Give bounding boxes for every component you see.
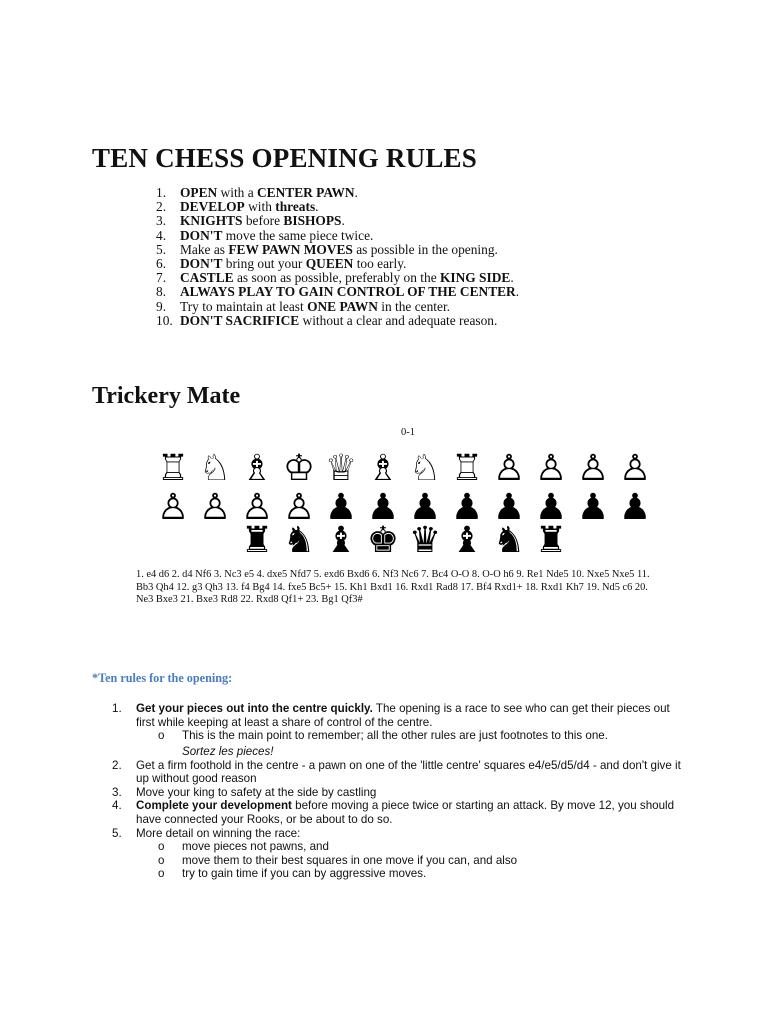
list-number: 1.: [112, 702, 122, 715]
rule-number: 8.: [156, 284, 167, 300]
white-pawn-icon: ♙: [156, 487, 190, 528]
rule-number: 1.: [156, 185, 167, 200]
rule-item: [156, 257, 519, 271]
black-pawn-icon: ♟: [324, 487, 358, 528]
rule-text: KNIGHTS before BISHOPS.: [180, 213, 345, 229]
sub-list-text: move them to their best squares in one move if you can, and also: [182, 853, 518, 867]
rule-number: 10.: [156, 312, 173, 328]
white-pawn-icon: ♙: [576, 448, 610, 489]
rule-number: 2.: [156, 199, 167, 215]
white-bishop-icon: ♗: [366, 448, 400, 489]
white-pawn-icon: ♙: [618, 448, 652, 489]
rule-number: 3.: [156, 213, 167, 229]
captured-pieces-row-3: [236, 521, 572, 561]
opening-rules-list: [112, 702, 682, 743]
chess-rules-list: [156, 186, 519, 328]
list-text: Move your king to safety at the side by castling: [136, 785, 377, 799]
rule-number: 5.: [156, 241, 167, 257]
black-bishop-icon: ♝: [324, 520, 358, 561]
white-pawn-icon: ♙: [240, 487, 274, 528]
rule-item: [156, 271, 519, 285]
black-bishop-icon: ♝: [450, 520, 484, 561]
white-king-icon: ♔: [282, 448, 316, 489]
rule-number: 7.: [156, 270, 167, 286]
rule-number: 9.: [156, 298, 167, 314]
list-number: 3.: [112, 785, 122, 799]
sub-list-text: This is the main point to remember; all the other rules are just footnotes to this one.: [182, 729, 608, 743]
rule-text: DON'T SACRIFICE without a clear and adequate reason.: [180, 312, 498, 328]
list-text: More detail on winning the race:: [136, 826, 301, 840]
bullet-icon: o: [158, 853, 165, 867]
rule-text: ALWAYS PLAY TO GAIN CONTROL OF THE CENTER.: [180, 284, 520, 300]
black-knight-icon: ♞: [282, 520, 316, 561]
list-text: Get a firm foothold in the centre - a pawn on one of the 'little centre' squares e4/e5/d5/d4 - and don't give it up without good reason: [136, 758, 681, 786]
black-pawn-icon: ♟: [366, 487, 400, 528]
list-text: Get your pieces out into the centre quickly. The opening is a race to see who can get their pieces out first while keeping at least a share of control of the centre. o This is the main point to remember; all the other rules are just footnotes to this one.: [136, 702, 682, 743]
rule-item: [156, 229, 519, 243]
white-bishop-icon: ♗: [240, 448, 274, 489]
sub-list-text: try to gain time if you can by aggressive moves.: [182, 867, 427, 881]
black-pawn-icon: ♟: [492, 487, 526, 528]
sortez-note: Sortez les pieces!: [182, 745, 274, 758]
sub-list-item: [112, 840, 682, 854]
rule-item: [156, 200, 519, 214]
white-pawn-icon: ♙: [282, 487, 316, 528]
opening-rules-list-cont: [112, 745, 682, 881]
rule-item: [156, 214, 519, 228]
black-queen-icon: ♛: [408, 520, 442, 561]
list-number: 4.: [112, 799, 122, 813]
white-rook-icon: ♖: [156, 448, 190, 489]
rule-text: Try to maintain at least ONE PAWN in the center.: [180, 298, 451, 314]
captured-pieces-row-1: [152, 449, 656, 489]
white-knight-icon: ♘: [408, 448, 442, 489]
trickery-mate-title: Trickery Mate: [92, 383, 241, 409]
rule-item: [156, 300, 519, 314]
sub-list-text: move pieces not pawns, and: [182, 840, 329, 854]
game-result: 0-1: [401, 427, 415, 438]
list-item: [112, 827, 682, 841]
opening-rules-subheading: *Ten rules for the opening:: [92, 671, 233, 685]
bullet-icon: o: [158, 840, 165, 854]
black-pawn-icon: ♟: [408, 487, 442, 528]
rule-text: OPEN with a CENTER PAWN.: [180, 185, 358, 200]
black-king-icon: ♚: [366, 520, 400, 561]
black-pawn-icon: ♟: [618, 487, 652, 528]
rule-text: DEVELOP with threats.: [180, 199, 319, 215]
rule-text: DON'T move the same piece twice.: [180, 227, 374, 243]
white-pawn-icon: ♙: [198, 487, 232, 528]
black-rook-icon: ♜: [240, 520, 274, 561]
sub-list-item: [112, 867, 682, 881]
page-title: TEN CHESS OPENING RULES: [92, 143, 477, 173]
rule-item: [156, 243, 519, 257]
sub-list-item: [112, 854, 682, 868]
game-moves: 1. e4 d6 2. d4 Nf6 3. Nc3 e5 4. dxe5 Nfd7 5. exd6 Bxd6 6. Nf3 Nc6 7. Bc4 O-O 8. O-O h6 9. Re1 Nde5 10. Nxe5 Nxe5 11. Bb3 Qh4 12. g3 Qh3 13. f4 Bg4 14. fxe5 Bc5+ 15. Kh1 Bxd1 16. Rxd1 Rad8 17. Bf4 Rxd1+ 18. Rxd1 Kh7 19. Nd5 c6 20. Ne3 Bxe3 21. Bxe3 Rd8 22. Rxd8 Qf1+ 23. Bg1 Qf3#: [136, 569, 650, 606]
rule-item: [156, 314, 519, 328]
rule-item: [156, 186, 519, 200]
list-item: [112, 786, 682, 800]
rule-number: 4.: [156, 227, 167, 243]
list-number: 5.: [112, 826, 122, 840]
black-pawn-icon: ♟: [576, 487, 610, 528]
list-number: 2.: [112, 758, 122, 772]
list-item: [112, 759, 682, 786]
sub-list: [136, 729, 682, 743]
black-knight-icon: ♞: [492, 520, 526, 561]
bullet-icon: o: [158, 729, 165, 743]
white-rook-icon: ♖: [450, 448, 484, 489]
list-item: [112, 799, 682, 826]
rule-text: DON'T bring out your QUEEN too early.: [180, 256, 407, 272]
black-pawn-icon: ♟: [450, 487, 484, 528]
rule-text: CASTLE as soon as possible, preferably on the KING SIDE.: [180, 270, 514, 286]
white-knight-icon: ♘: [198, 448, 232, 489]
rule-item: [156, 285, 519, 299]
rule-text: Make as FEW PAWN MOVES as possible in the opening.: [180, 241, 498, 257]
rule-number: 6.: [156, 256, 167, 272]
white-pawn-icon: ♙: [534, 448, 568, 489]
black-pawn-icon: ♟: [534, 487, 568, 528]
list-item: [112, 702, 682, 743]
white-queen-icon: ♕: [324, 448, 358, 489]
list-text: Complete your development before moving a piece twice or starting an attack. By move 12, you should have connected your Rooks, or be about to do so.: [136, 799, 675, 826]
black-rook-icon: ♜: [534, 520, 568, 561]
white-pawn-icon: ♙: [492, 448, 526, 489]
sub-list-item: [136, 729, 682, 743]
bullet-icon: o: [158, 867, 165, 881]
